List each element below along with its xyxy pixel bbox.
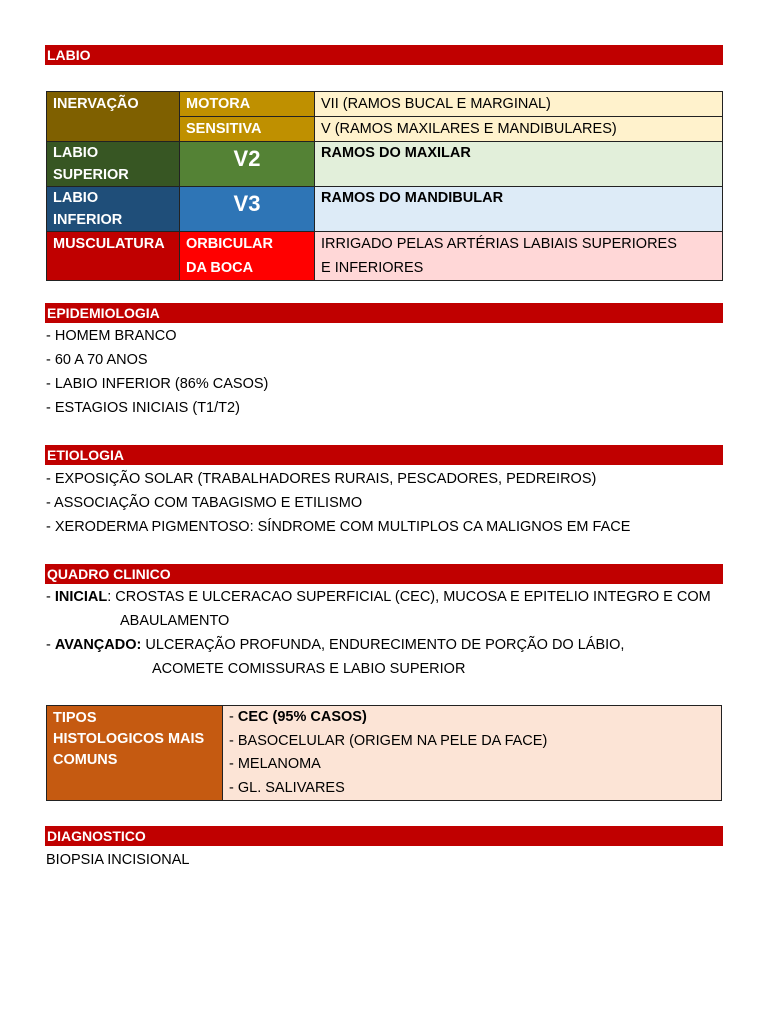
tipos-item1-prefix: - (229, 709, 238, 725)
irrigado-line2: E INFERIORES (321, 260, 424, 276)
v2-label: V2 (233, 146, 261, 171)
sensitiva-label: SENSITIVA (186, 121, 262, 137)
tipos-item: - MELANOMA (229, 756, 321, 772)
motora-value: VII (RAMOS BUCAL E MARGINAL) (315, 92, 723, 117)
labio-superior-line1: LABIO (53, 145, 99, 161)
quadro-inicial-label: INICIAL (54, 589, 108, 605)
motora-cell (180, 92, 315, 117)
section-title-quadro-clinico: QUADRO CLINICO (45, 564, 723, 584)
section-title-epidemiologia: EPIDEMIOLOGIA (45, 303, 723, 323)
musculatura-label: MUSCULATURA (53, 236, 165, 252)
motora-label: MOTORA (186, 96, 251, 112)
orbicular-cell (180, 232, 315, 281)
quadro-avancado-prefix: - (46, 637, 55, 653)
quadro-inicial-text-2: ABAULAMENTO (120, 613, 230, 629)
labio-table (46, 91, 723, 281)
sensitiva-value: V (RAMOS MAXILARES E MANDIBULARES) (315, 117, 723, 142)
musculatura-cell (47, 232, 180, 281)
v2-cell (180, 142, 315, 187)
quadro-avancado-text: ULCERAÇÃO PROFUNDA, ENDURECIMENTO DE PORÇÃO DO LÁBIO, (141, 637, 625, 653)
list-item: - ESTAGIOS INICIAIS (T1/T2) (46, 400, 240, 416)
list-item: - ASSOCIAÇÃO COM TABAGISMO E ETILISMO (46, 495, 363, 511)
tipos-item1-text: CEC (95% CASOS) (237, 709, 367, 725)
quadro-inicial-prefix: - (46, 589, 55, 605)
labio-inferior-cell (47, 187, 180, 232)
irrigado-cell (315, 232, 723, 281)
labio-superior-cell (47, 142, 180, 187)
quadro-avancado-label: AVANÇADO: (54, 637, 142, 653)
v3-cell (180, 187, 315, 232)
tipos-header-line1: TIPOS (53, 710, 97, 726)
labio-superior-line2: SUPERIOR (53, 167, 129, 183)
v3-label: V3 (233, 191, 261, 216)
orbicular-line2: DA BOCA (186, 260, 254, 276)
section-title-labio: LABIO (45, 45, 723, 65)
list-item: - 60 A 70 ANOS (46, 352, 148, 368)
list-item: - EXPOSIÇÃO SOLAR (TRABALHADORES RURAIS, PESCADORES, PEDREIROS) (46, 471, 597, 487)
diagnostico-text: BIOPSIA INCISIONAL (46, 852, 190, 868)
tipos-header-line3: COMUNS (53, 752, 118, 768)
quadro-avancado-text-2: ACOMETE COMISSURAS E LABIO SUPERIOR (152, 661, 466, 677)
list-item: - HOMEM BRANCO (46, 328, 177, 344)
v2-value: RAMOS DO MAXILAR (315, 142, 723, 187)
inervacao-cell (47, 92, 180, 142)
tipos-item (229, 706, 715, 730)
list-item: - LABIO INFERIOR (86% CASOS) (46, 376, 269, 392)
irrigado-line1: IRRIGADO PELAS ARTÉRIAS LABIAIS SUPERIORES (321, 236, 677, 252)
section-title-diagnostico: DIAGNOSTICO (45, 826, 723, 846)
quadro-avancado (46, 635, 624, 655)
tipos-header-line2: HISTOLOGICOS MAIS (53, 731, 205, 747)
quadro-inicial (46, 587, 711, 607)
orbicular-line1: ORBICULAR (186, 236, 273, 252)
labio-inferior-line1: LABIO (53, 190, 99, 206)
tipos-table (46, 705, 722, 801)
list-item: - XERODERMA PIGMENTOSO: SÍNDROME COM MULTIPLOS CA MALIGNOS EM FACE (46, 519, 631, 535)
v3-value: RAMOS DO MANDIBULAR (315, 187, 723, 232)
tipos-item: - GL. SALIVARES (229, 779, 345, 796)
inervacao-label: INERVAÇÃO (53, 96, 139, 112)
tipos-item: - BASOCELULAR (ORIGEM NA PELE DA FACE) (229, 732, 548, 749)
sensitiva-cell (180, 117, 315, 142)
quadro-inicial-text: : CROSTAS E ULCERACAO SUPERFICIAL (CEC), MUCOSA E EPITELIO INTEGRO E COM (107, 589, 711, 605)
section-title-etiologia: ETIOLOGIA (45, 445, 723, 465)
tipos-header-cell (47, 706, 223, 801)
tipos-list-cell (223, 706, 722, 801)
labio-inferior-line2: INFERIOR (53, 212, 123, 228)
